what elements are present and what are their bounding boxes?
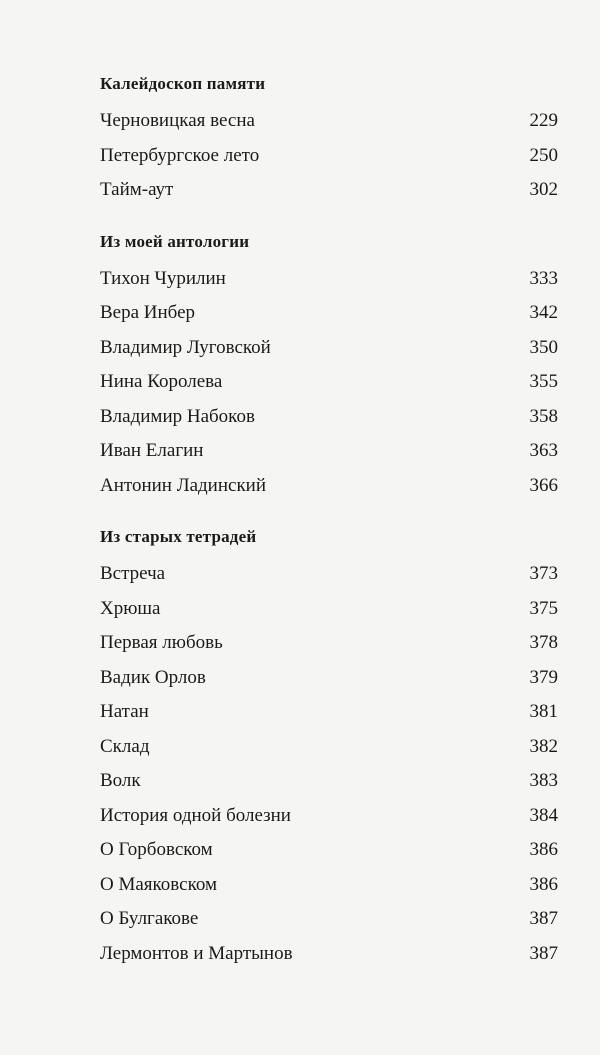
section-title: Из старых тетрадей — [100, 527, 257, 546]
table-of-contents — [100, 72, 558, 993]
toc-entry[interactable] — [100, 695, 558, 730]
section-title: Из моей антологии — [100, 231, 250, 251]
toc-entry[interactable] — [100, 365, 558, 400]
toc-entry[interactable] — [100, 799, 558, 834]
entry-page-number: 355 — [529, 371, 558, 392]
entry-page-number: 350 — [529, 336, 558, 358]
entry-page-number: 366 — [529, 474, 558, 496]
entry-page-number: 375 — [529, 597, 558, 619]
entry-page-number: 386 — [529, 839, 558, 860]
toc-entry[interactable] — [100, 661, 558, 696]
toc-entry[interactable] — [100, 592, 558, 627]
toc-entry[interactable] — [100, 262, 558, 297]
toc-section-old-notebooks — [100, 525, 558, 971]
entry-page-number: 382 — [529, 735, 558, 757]
entry-page-number: 383 — [529, 770, 558, 791]
entry-page-number: 358 — [529, 405, 558, 427]
toc-entry[interactable] — [100, 868, 558, 903]
toc-entry[interactable] — [100, 104, 558, 139]
entry-page-number: 386 — [529, 873, 558, 895]
entry-title: Волк — [100, 770, 141, 791]
toc-entry[interactable] — [100, 626, 558, 661]
toc-entry[interactable] — [100, 557, 558, 592]
entry-page-number: 333 — [529, 267, 558, 289]
entry-title: О Булгакове — [100, 908, 199, 929]
entry-title: Склад — [100, 735, 150, 757]
entry-title: Тайм-аут — [100, 179, 174, 200]
entry-title: Первая любовь — [100, 632, 223, 653]
entry-title: Лермонтов и Мартынов — [100, 942, 293, 964]
toc-entry[interactable] — [100, 400, 558, 435]
entry-title: О Маяковском — [100, 873, 218, 895]
entry-page-number: 363 — [529, 440, 558, 461]
toc-entry[interactable] — [100, 434, 558, 469]
entry-title: Иван Елагин — [100, 440, 204, 461]
toc-entry[interactable] — [100, 902, 558, 937]
entry-page-number: 373 — [529, 563, 558, 584]
entry-title: Владимир Луговской — [100, 336, 271, 358]
toc-section-anthology — [100, 230, 558, 504]
entry-page-number: 302 — [529, 179, 558, 200]
entry-title: Тихон Чурилин — [100, 267, 226, 289]
entry-title: Черновицкая весна — [100, 110, 255, 131]
entry-title: Хрюша — [100, 597, 161, 619]
entry-page-number: 381 — [529, 701, 558, 722]
entry-title: История одной болезни — [100, 804, 291, 826]
entry-page-number: 379 — [529, 666, 558, 688]
toc-entry[interactable] — [100, 296, 558, 331]
entry-page-number: 387 — [529, 942, 558, 964]
entry-page-number: 229 — [529, 110, 558, 131]
toc-entry[interactable] — [100, 833, 558, 868]
toc-entry[interactable] — [100, 139, 558, 174]
entry-page-number: 250 — [529, 144, 558, 166]
toc-entry[interactable] — [100, 331, 558, 366]
toc-entry[interactable] — [100, 937, 558, 972]
entry-title: Владимир Набоков — [100, 405, 255, 427]
entry-title: Вера Инбер — [100, 302, 196, 323]
entry-title: Петербургское лето — [100, 144, 260, 166]
toc-entry[interactable] — [100, 730, 558, 765]
entry-title: Нина Королева — [100, 371, 223, 392]
entry-title: Натан — [100, 701, 149, 722]
toc-section-kaleidoscope — [100, 72, 558, 208]
entry-title: Вадик Орлов — [100, 666, 206, 688]
entry-page-number: 378 — [529, 632, 558, 653]
entry-page-number: 342 — [529, 302, 558, 323]
entry-title: Антонин Ладинский — [100, 474, 267, 496]
toc-entry[interactable] — [100, 173, 558, 208]
toc-entry[interactable] — [100, 764, 558, 799]
section-title: Калейдоскоп памяти — [100, 74, 266, 93]
entry-title: Встреча — [100, 563, 166, 584]
entry-page-number: 384 — [529, 804, 558, 826]
entry-page-number: 387 — [529, 908, 558, 929]
toc-entry[interactable] — [100, 469, 558, 504]
entry-title: О Горбовском — [100, 839, 213, 860]
